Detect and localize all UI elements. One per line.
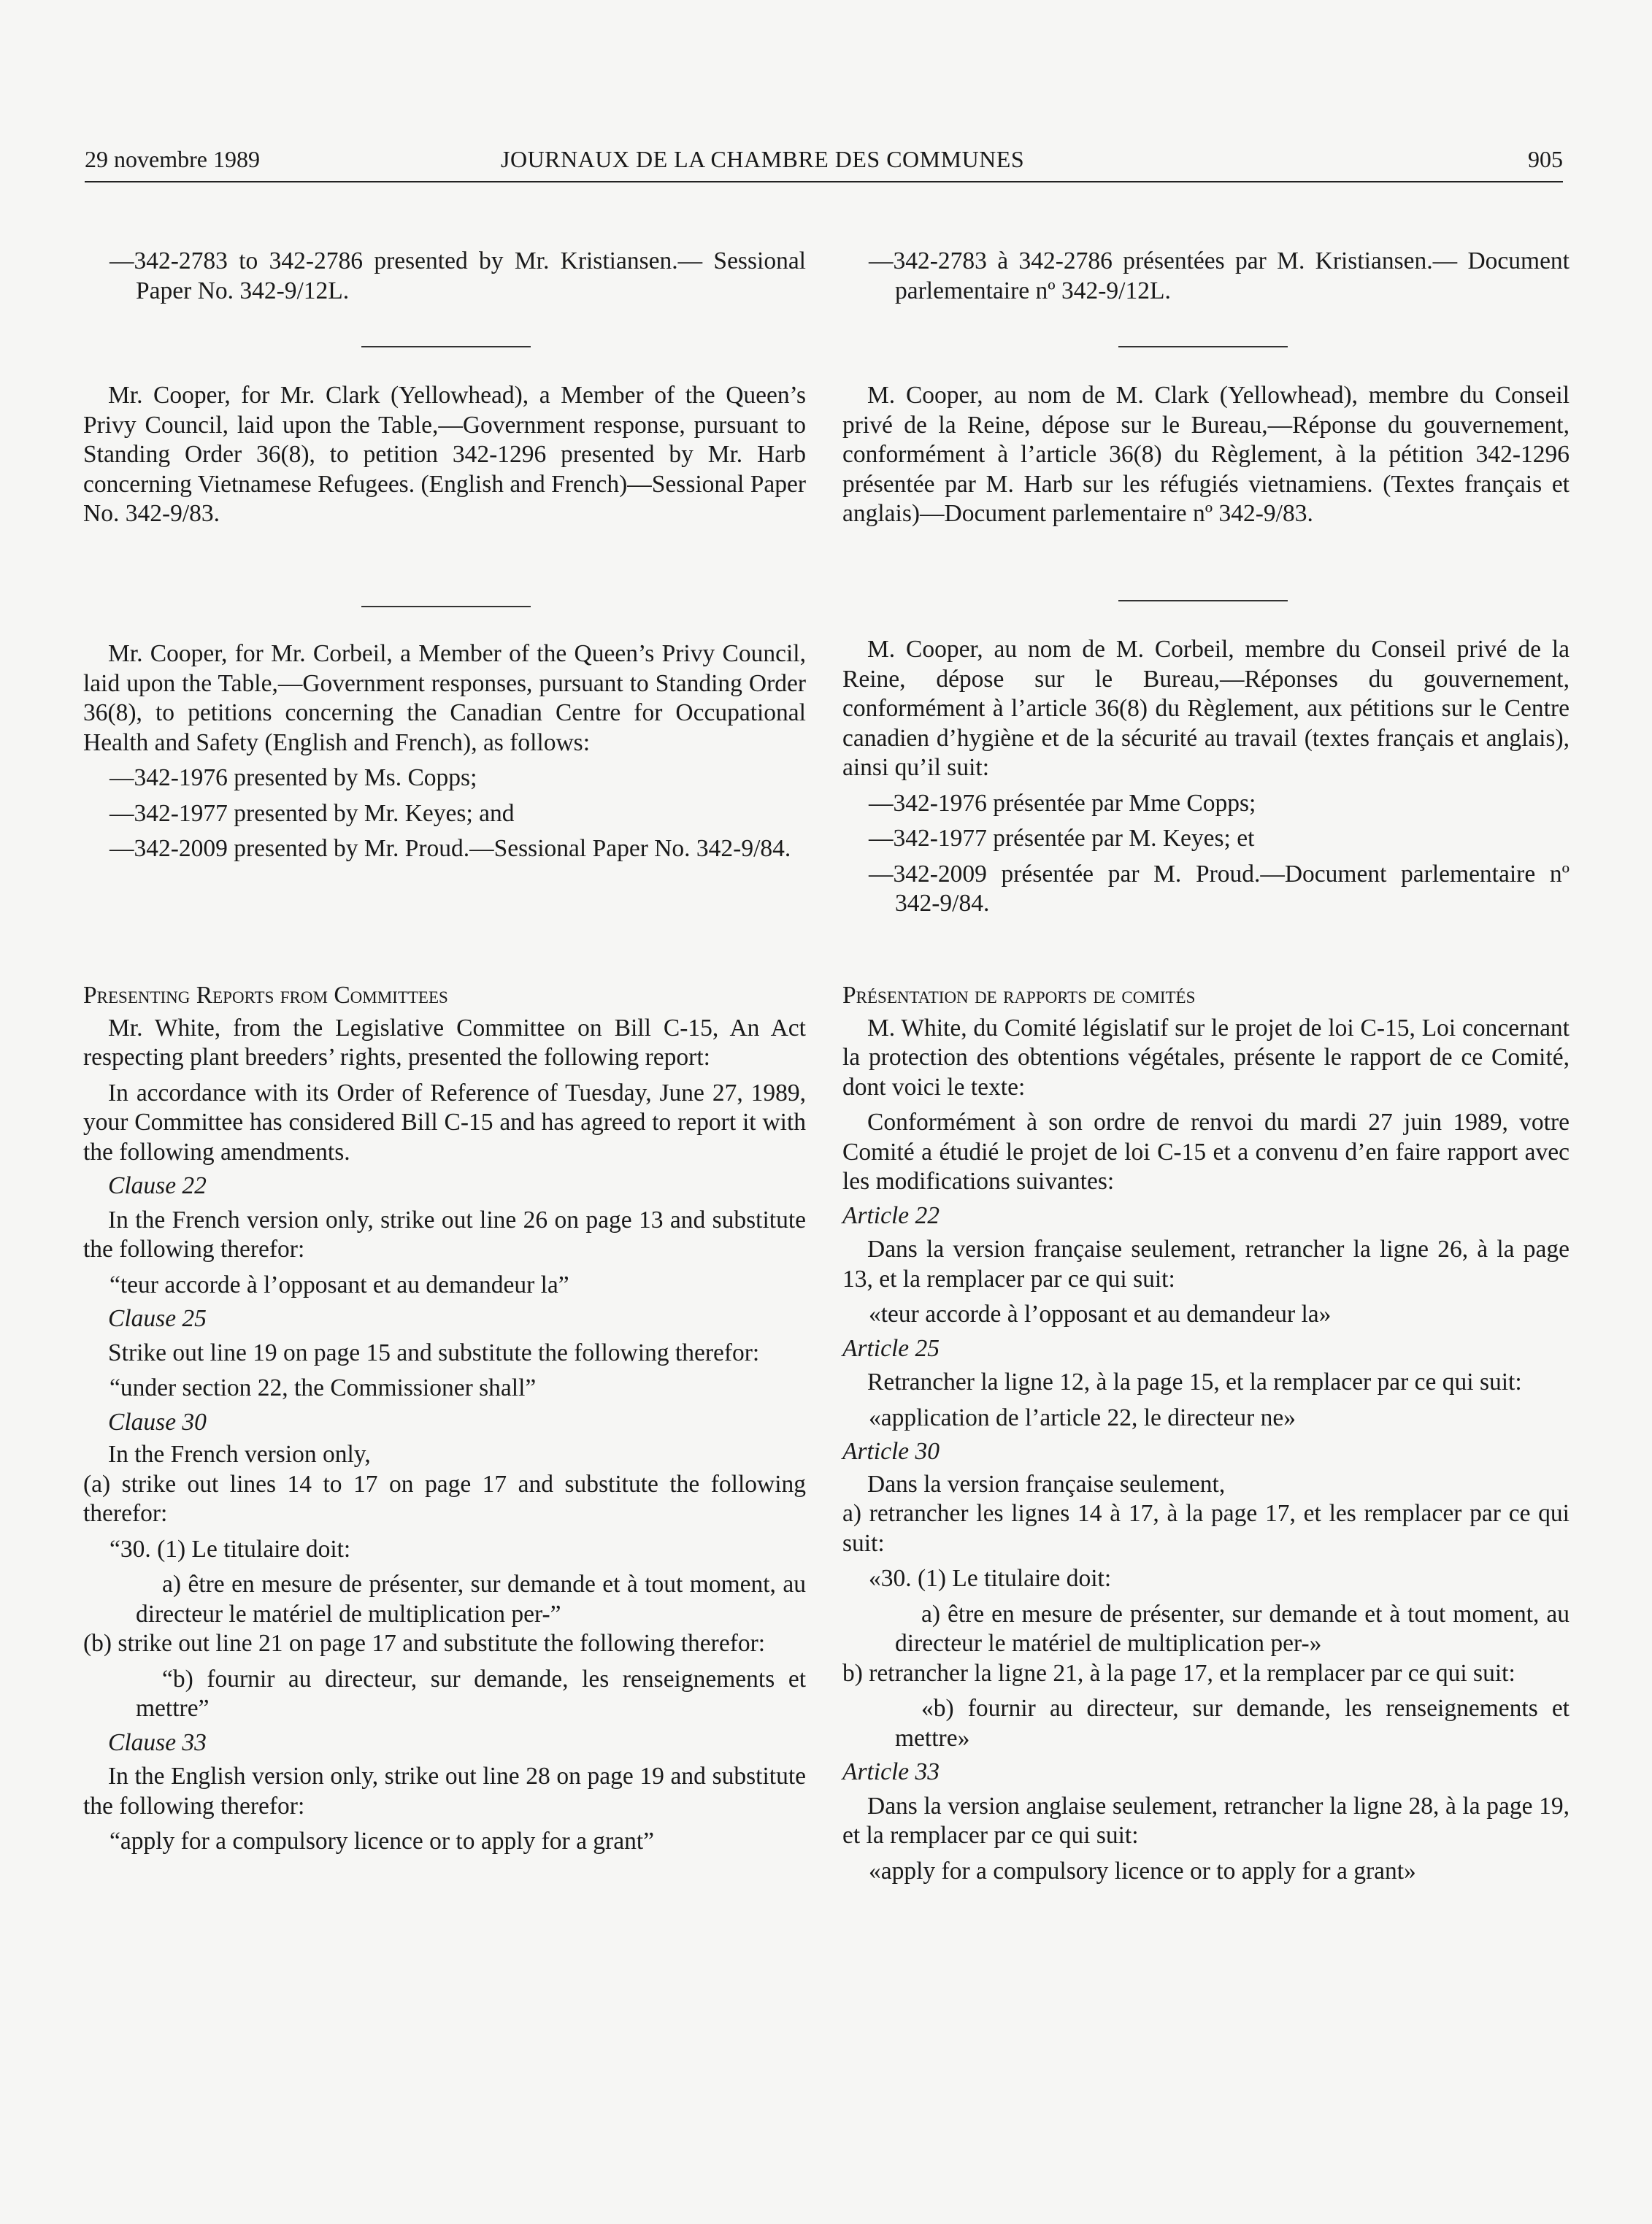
amendment-text: “apply for a compulsory licence or to apply for a grant” <box>110 1828 655 1855</box>
clause-heading: Clause 25 <box>108 1305 207 1332</box>
english-corbeil-responses: Mr. Cooper, for Mr. Corbeil, a Member of the Queen’s Privy Council, laid upon the Table,—Government responses, pursuant to Standing Order 36(8), to petitions concerning the Canadian Centre for Occupational Health and Safety (English and French), as follows: —342-1976 presented by Ms. Copps; —342-1977 presented by Mr. Keyes; and —342-2009 presented by Mr. Proud.—Sessional Paper No. 342-9/84. <box>83 639 806 864</box>
english-clark-response: Mr. Cooper, for Mr. Clark (Yellowhead), a Member of the Queen’s Privy Council, laid upon the Table,—Government response, pursuant to Standing Order 36(8), to petition 342-1296 presented by Mr. Harb concerning Vietnamese Refugees. (English and French)—Sessional Paper No. 342-9/83. <box>83 382 807 527</box>
amendment-text: a) être en mesure de présenter, sur demande et à tout moment, au directeur le matériel de multiplication per-” <box>136 1571 806 1628</box>
amendment-text: “teur accorde à l’opposant et au demandeur la” <box>110 1271 569 1298</box>
french-corbeil-responses: M. Cooper, au nom de M. Corbeil, membre du Conseil privé de la Reine, dépose sur le Bureau,—Réponses du gouvernement, conformément à l’article 36(8) du Règlement, aux pétitions sur le Centre canadien d’hygiène et de la sécurité au travail (textes français et anglais), ainsi qu’il suit: —342-1976 présentée par Mme Copps; —342-1977 présentée par M. Keyes; et —342-2009 présentée par M. Proud.—Document parlementaire nº 342-9/84. <box>842 635 1570 919</box>
clause-heading: Article 33 <box>842 1758 940 1785</box>
english-committee-section: Presenting Reports from Committees Mr. White, from the Legislative Committee on Bill C-15, An Act respecting plant breeders’ rights, presented the following report: In accordance with its Order of Reference of Tuesday, June 27, 1989, your Committee has considered Bill C-15 and has agreed to report it with the following amendments. Clause 22 In the French version only, strike out line 26 on page 13 and substitute the following therefor: “teur accorde à l’opposant et au demandeur la” Clause 25 Strike out line 19 on page 15 and substitute the following therefor: “under section 22, the Commissioner shall” Clause 30 In the French version only, (a) strike out lines 14 to 17 on page 17 and substitute the following therefor: “30. (1) Le titulaire doit: a) être en mesure de présenter, sur demande et à tout moment, au directeur le matériel de multiplication per-” (b) strike out line 21 on page 17 and substitute the following therefor: “b) fournir au directeur, sur demande, les renseignements et mettre” Clause 33 In the English version only, strike out line 28 on page 19 and substitute the following therefor: “apply for a compulsory licence or to apply for a grant” <box>83 981 806 1857</box>
clause-heading: Clause 30 <box>108 1408 207 1436</box>
petition-item: —342-1977 presented by Mr. Keyes; and <box>110 799 515 827</box>
amendment-text: «30. (1) Le titulaire doit: <box>869 1565 1112 1592</box>
running-header <box>85 143 1563 182</box>
amendment-text: «application de l’article 22, le directeur ne» <box>869 1404 1296 1431</box>
french-committee-section: Présentation de rapports de comités M. White, du Comité législatif sur le projet de loi C-15, Loi concernant la protection des obtentions végétales, présente le rapport de ce Comité, dont voici le texte: Conformément à son ordre de renvoi du mardi 27 juin 1989, votre Comité a étudié le projet de loi C-15 et a convenu d’en faire rapport avec les modifications suivantes: Article 22 Dans la version française seulement, retrancher la ligne 26, à la page 13, et la remplacer par ce qui suit: «teur accorde à l’opposant et au demandeur la» Article 25 Retrancher la ligne 12, à la page 15, et la remplacer par ce qui suit: «application de l’article 22, le directeur ne» Article 30 Dans la version française seulement, a) retrancher les lignes 14 à 17, à la page 17, et les remplacer par ce qui suit: «30. (1) Le titulaire doit: a) être en mesure de présenter, sur demande et à tout moment, au directeur le matériel de multiplication per-» b) retrancher la ligne 21, à la page 17, et la remplacer par ce qui suit: «b) fournir au directeur, sur demande, les renseignements et mettre» Article 33 Dans la version anglaise seulement, retrancher la ligne 28, à la page 19, et la remplacer par ce qui suit: «apply for a compulsory licence or to apply for a grant» <box>842 981 1570 1886</box>
french-clark-response: M. Cooper, au nom de M. Clark (Yellowhead), membre du Conseil privé de la Reine, dépose sur le Bureau,—Réponse du gouvernement, conformément à l’article 36(8) du Règlement, à la pétition 342-1296 présentée par M. Harb sur les réfugiés vietnamiens. (Textes français et anglais)—Document parlementaire nº 342-9/83. <box>842 382 1570 527</box>
section-heading: Présentation de rapports de comités <box>842 982 1196 1009</box>
section-divider <box>1118 346 1288 347</box>
amendment-text: “30. (1) Le titulaire doit: <box>110 1535 351 1563</box>
section-divider <box>361 346 531 347</box>
amendment-text: a) être en mesure de présenter, sur demande et à tout moment, au directeur le matériel de multiplication per-» <box>895 1600 1570 1657</box>
amendment-text: «b) fournir au directeur, sur demande, les renseignements et mettre» <box>895 1695 1570 1752</box>
page-number: 905 <box>1528 146 1563 172</box>
petition-item: —342-1976 présentée par Mme Copps; <box>869 789 1256 817</box>
amendment-text: “b) fournir au directeur, sur demande, les renseignements et mettre” <box>136 1665 806 1722</box>
section-divider <box>1118 600 1288 601</box>
section-divider <box>361 606 531 607</box>
petition-item: —342-1976 presented by Ms. Copps; <box>110 764 477 791</box>
amendment-text: «teur accorde à l’opposant et au demandeur la» <box>869 1301 1332 1328</box>
french-sessional-paper-12l: —342-2783 à 342-2786 présentées par M. Kristiansen.— Document parlementaire nº 342-9/12L. <box>869 247 1570 304</box>
petition-item: —342-2009 présentée par M. Proud.—Document parlementaire nº 342-9/84. <box>869 860 1570 917</box>
clause-heading: Clause 22 <box>108 1172 207 1199</box>
english-sessional-paper-12l: —342-2783 to 342-2786 presented by Mr. Kristiansen.— Sessional Paper No. 342-9/12L. <box>110 247 806 304</box>
clause-heading: Article 25 <box>842 1334 940 1362</box>
clause-heading: Article 22 <box>842 1201 940 1229</box>
section-heading: Presenting Reports from Committees <box>83 982 448 1009</box>
header-date: 29 novembre 1989 <box>85 146 260 172</box>
clause-heading: Clause 33 <box>108 1728 207 1756</box>
petition-item: —342-2009 presented by Mr. Proud.—Sessional Paper No. 342-9/84. <box>110 835 791 862</box>
amendment-text: «apply for a compulsory licence or to apply for a grant» <box>869 1857 1416 1885</box>
header-title: JOURNAUX DE LA CHAMBRE DES COMMUNES <box>501 146 1025 172</box>
clause-heading: Article 30 <box>842 1438 940 1465</box>
amendment-text: “under section 22, the Commissioner shall” <box>110 1374 537 1401</box>
petition-item: —342-1977 présentée par M. Keyes; et <box>869 825 1255 852</box>
